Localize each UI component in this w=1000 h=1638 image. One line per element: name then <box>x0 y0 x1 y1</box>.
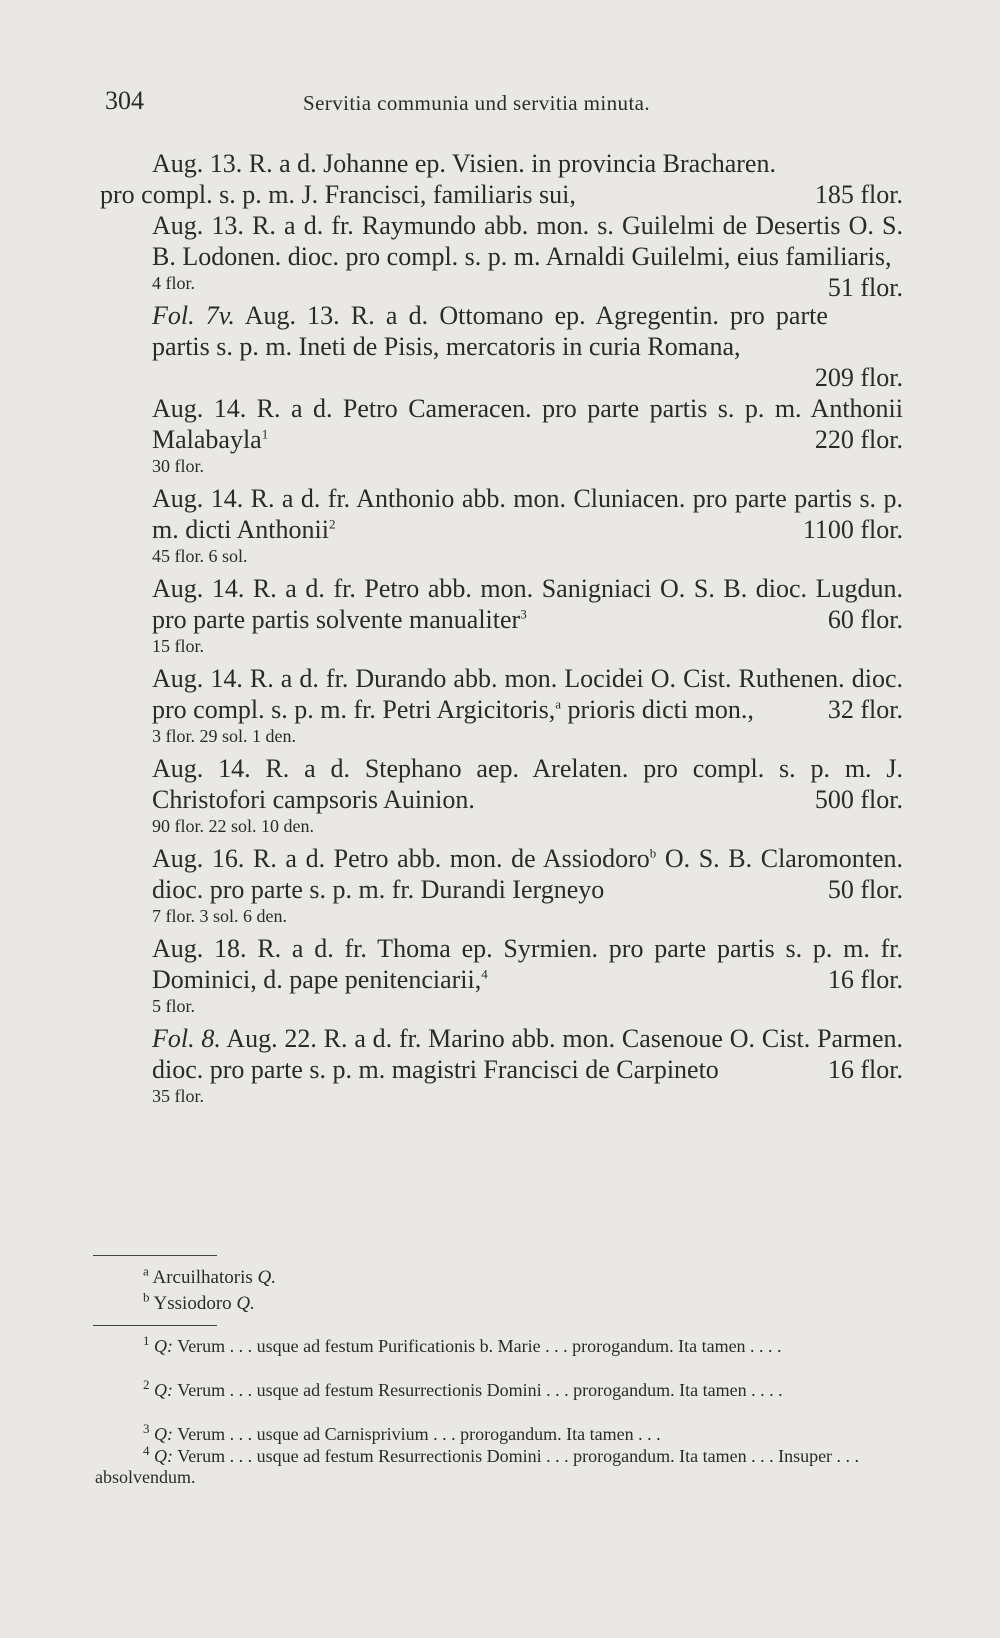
running-title: Servitia communia und servitia minuta. <box>303 91 651 115</box>
entry <box>100 753 903 815</box>
entry-amount: 60 flor. <box>827 605 903 634</box>
footnote-text: Verum . . . usque ad festum Purificationis b. Marie . . . prorogandum. Ita tamen . . . . <box>177 1336 782 1356</box>
variant-mark: a <box>143 1263 149 1279</box>
entry-text-cont: prioris dicti mon., <box>567 695 754 724</box>
footnote-text: Verum . . . usque ad festum Resurrectionis Domini . . . prorogandum. Ita tamen . . . Insuper . . . absolvendum. <box>95 1446 860 1487</box>
entry-amount: 500 flor. <box>814 785 903 814</box>
footnote-text: Verum . . . usque ad Carnisprivium . . . prorogandum. Ita tamen . . . <box>177 1424 661 1444</box>
variant-text: Arcuilhatoris <box>152 1267 253 1288</box>
minuta-note: 4 flor. <box>152 273 195 293</box>
minuta-note: 90 flor. 22 sol. 10 den. <box>152 816 314 836</box>
footnote-source: Q: <box>154 1446 173 1466</box>
minuta-note: 35 flor. <box>152 1086 204 1106</box>
entry <box>100 843 903 905</box>
entry-amount: 220 flor. <box>814 425 903 454</box>
folio-ref: Fol. 8. <box>152 1024 221 1053</box>
entry-amount: 209 flor. <box>814 363 903 392</box>
variant-notes <box>143 1265 276 1317</box>
variant-ref: a <box>555 696 561 712</box>
entry-text: Aug. 14. R. a d. fr. Durando abb. mon. Locidei O. Cist. Ruthenen. dioc. pro compl. s. p. m. fr. Petri Argicitoris, <box>152 664 903 724</box>
entry <box>100 300 903 393</box>
minuta-note: 45 flor. 6 sol. <box>152 546 248 566</box>
entry-text: Aug. 14. R. a d. fr. Petro abb. mon. Sanigniaci O. S. B. dioc. Lugdun. pro parte partis solvente manualiter <box>152 574 903 634</box>
entry-amount: 50 flor. <box>827 875 903 904</box>
footnote-number: 4 <box>143 1443 150 1458</box>
entry-amount: 51 flor. <box>827 273 903 302</box>
variant-note <box>143 1265 276 1291</box>
entry-amount: 32 flor. <box>827 695 903 724</box>
footnote-number: 2 <box>143 1377 150 1392</box>
variants-rule <box>93 1255 217 1256</box>
footnote-number: 3 <box>143 1421 150 1436</box>
page-number: 304 <box>105 86 144 115</box>
entry <box>100 573 903 635</box>
minuta-note: 3 flor. 29 sol. 1 den. <box>152 726 296 746</box>
footnote <box>95 1443 905 1488</box>
entry-amount: 16 flor. <box>827 965 903 994</box>
entry-amount: 16 flor. <box>827 1055 903 1084</box>
variant-source: Q. <box>236 1293 255 1314</box>
entry <box>100 1023 903 1085</box>
folio-ref: Fol. 7v. <box>152 301 235 330</box>
entry <box>100 483 903 545</box>
footnote <box>95 1333 905 1357</box>
page-header <box>105 86 905 120</box>
entry-amount: 185 flor. <box>814 180 903 209</box>
variant-mark: b <box>143 1289 150 1305</box>
entry-text: Aug. 14. R. a d. Stephano aep. Arelaten. pro compl. s. p. m. J. Christofori campsoris Auinion. <box>152 754 903 814</box>
entries-list <box>100 148 903 1113</box>
footnote-ref: 1 <box>261 426 269 442</box>
footnote-ref: 2 <box>328 516 336 532</box>
entry <box>100 393 903 455</box>
footnote <box>95 1377 905 1401</box>
footnote-text: Verum . . . usque ad festum Resurrectionis Domini . . . prorogandum. Ita tamen . . . . <box>177 1380 783 1400</box>
entry-amount: 1100 flor. <box>802 515 903 544</box>
entry-text: Aug. 13. R. a d. Ottomano ep. Agregentin. pro parte partis s. p. m. Ineti de Pisis, mercatoris in curia Romana, <box>152 301 828 361</box>
entry <box>100 148 903 210</box>
minuta-note: 7 flor. 3 sol. 6 den. <box>152 906 287 926</box>
entry-text: Aug. 22. R. a d. fr. Marino abb. mon. Casenoue O. Cist. Parmen. dioc. pro parte s. p. m. magistri Francisci de Carpineto <box>152 1024 903 1084</box>
footnote-ref: 3 <box>520 606 527 622</box>
entry-text: Aug. 18. R. a d. fr. Thoma ep. Syrmien. pro parte partis s. p. m. fr. Dominici, d. pape penitenciarii, <box>152 934 903 994</box>
footnote-source: Q: <box>154 1336 173 1356</box>
footnote-source: Q: <box>154 1380 173 1400</box>
entry-text: Aug. 13. R. a d. fr. Raymundo abb. mon. s. Guilelmi de Desertis O. S. B. Lodonen. dioc. pro compl. s. p. m. Arnaldi Guilelmi, eius familiaris, <box>152 211 903 271</box>
minuta-note: 5 flor. <box>152 996 195 1016</box>
footnote <box>95 1421 905 1445</box>
entry-text: Aug. 14. R. a d. Petro Cameracen. pro parte partis s. p. m. Anthonii Malabayla <box>152 394 903 454</box>
entry-text: Aug. 14. R. a d. fr. Anthonio abb. mon. Cluniacen. pro parte partis s. p. m. dicti Anthonii <box>152 484 903 544</box>
variant-note <box>143 1291 276 1317</box>
footnote-number: 1 <box>143 1333 150 1348</box>
footnotes-rule <box>93 1325 217 1326</box>
entry-text-cont: O. S. B. Claromonten. dioc. pro parte s. p. m. fr. Durandi Iergneyo <box>152 844 903 904</box>
entry-text: Aug. 13. R. a d. Johanne ep. Visien. in provincia Bracharen. <box>152 149 776 178</box>
entry-text: Aug. 16. R. a d. Petro abb. mon. de Assiodoro <box>152 844 650 873</box>
variant-text: Yssiodoro <box>153 1293 232 1314</box>
footnote-ref: 4 <box>481 966 488 982</box>
entry <box>100 933 903 995</box>
footnote-source: Q: <box>154 1424 173 1444</box>
minuta-note: 30 flor. <box>152 456 204 476</box>
variant-source: Q. <box>257 1267 276 1288</box>
entry-text-cont: pro compl. s. p. m. J. Francisci, familiaris sui, <box>100 180 576 209</box>
minuta-note: 15 flor. <box>152 636 204 656</box>
entry <box>100 663 903 725</box>
variant-ref: b <box>649 845 657 861</box>
